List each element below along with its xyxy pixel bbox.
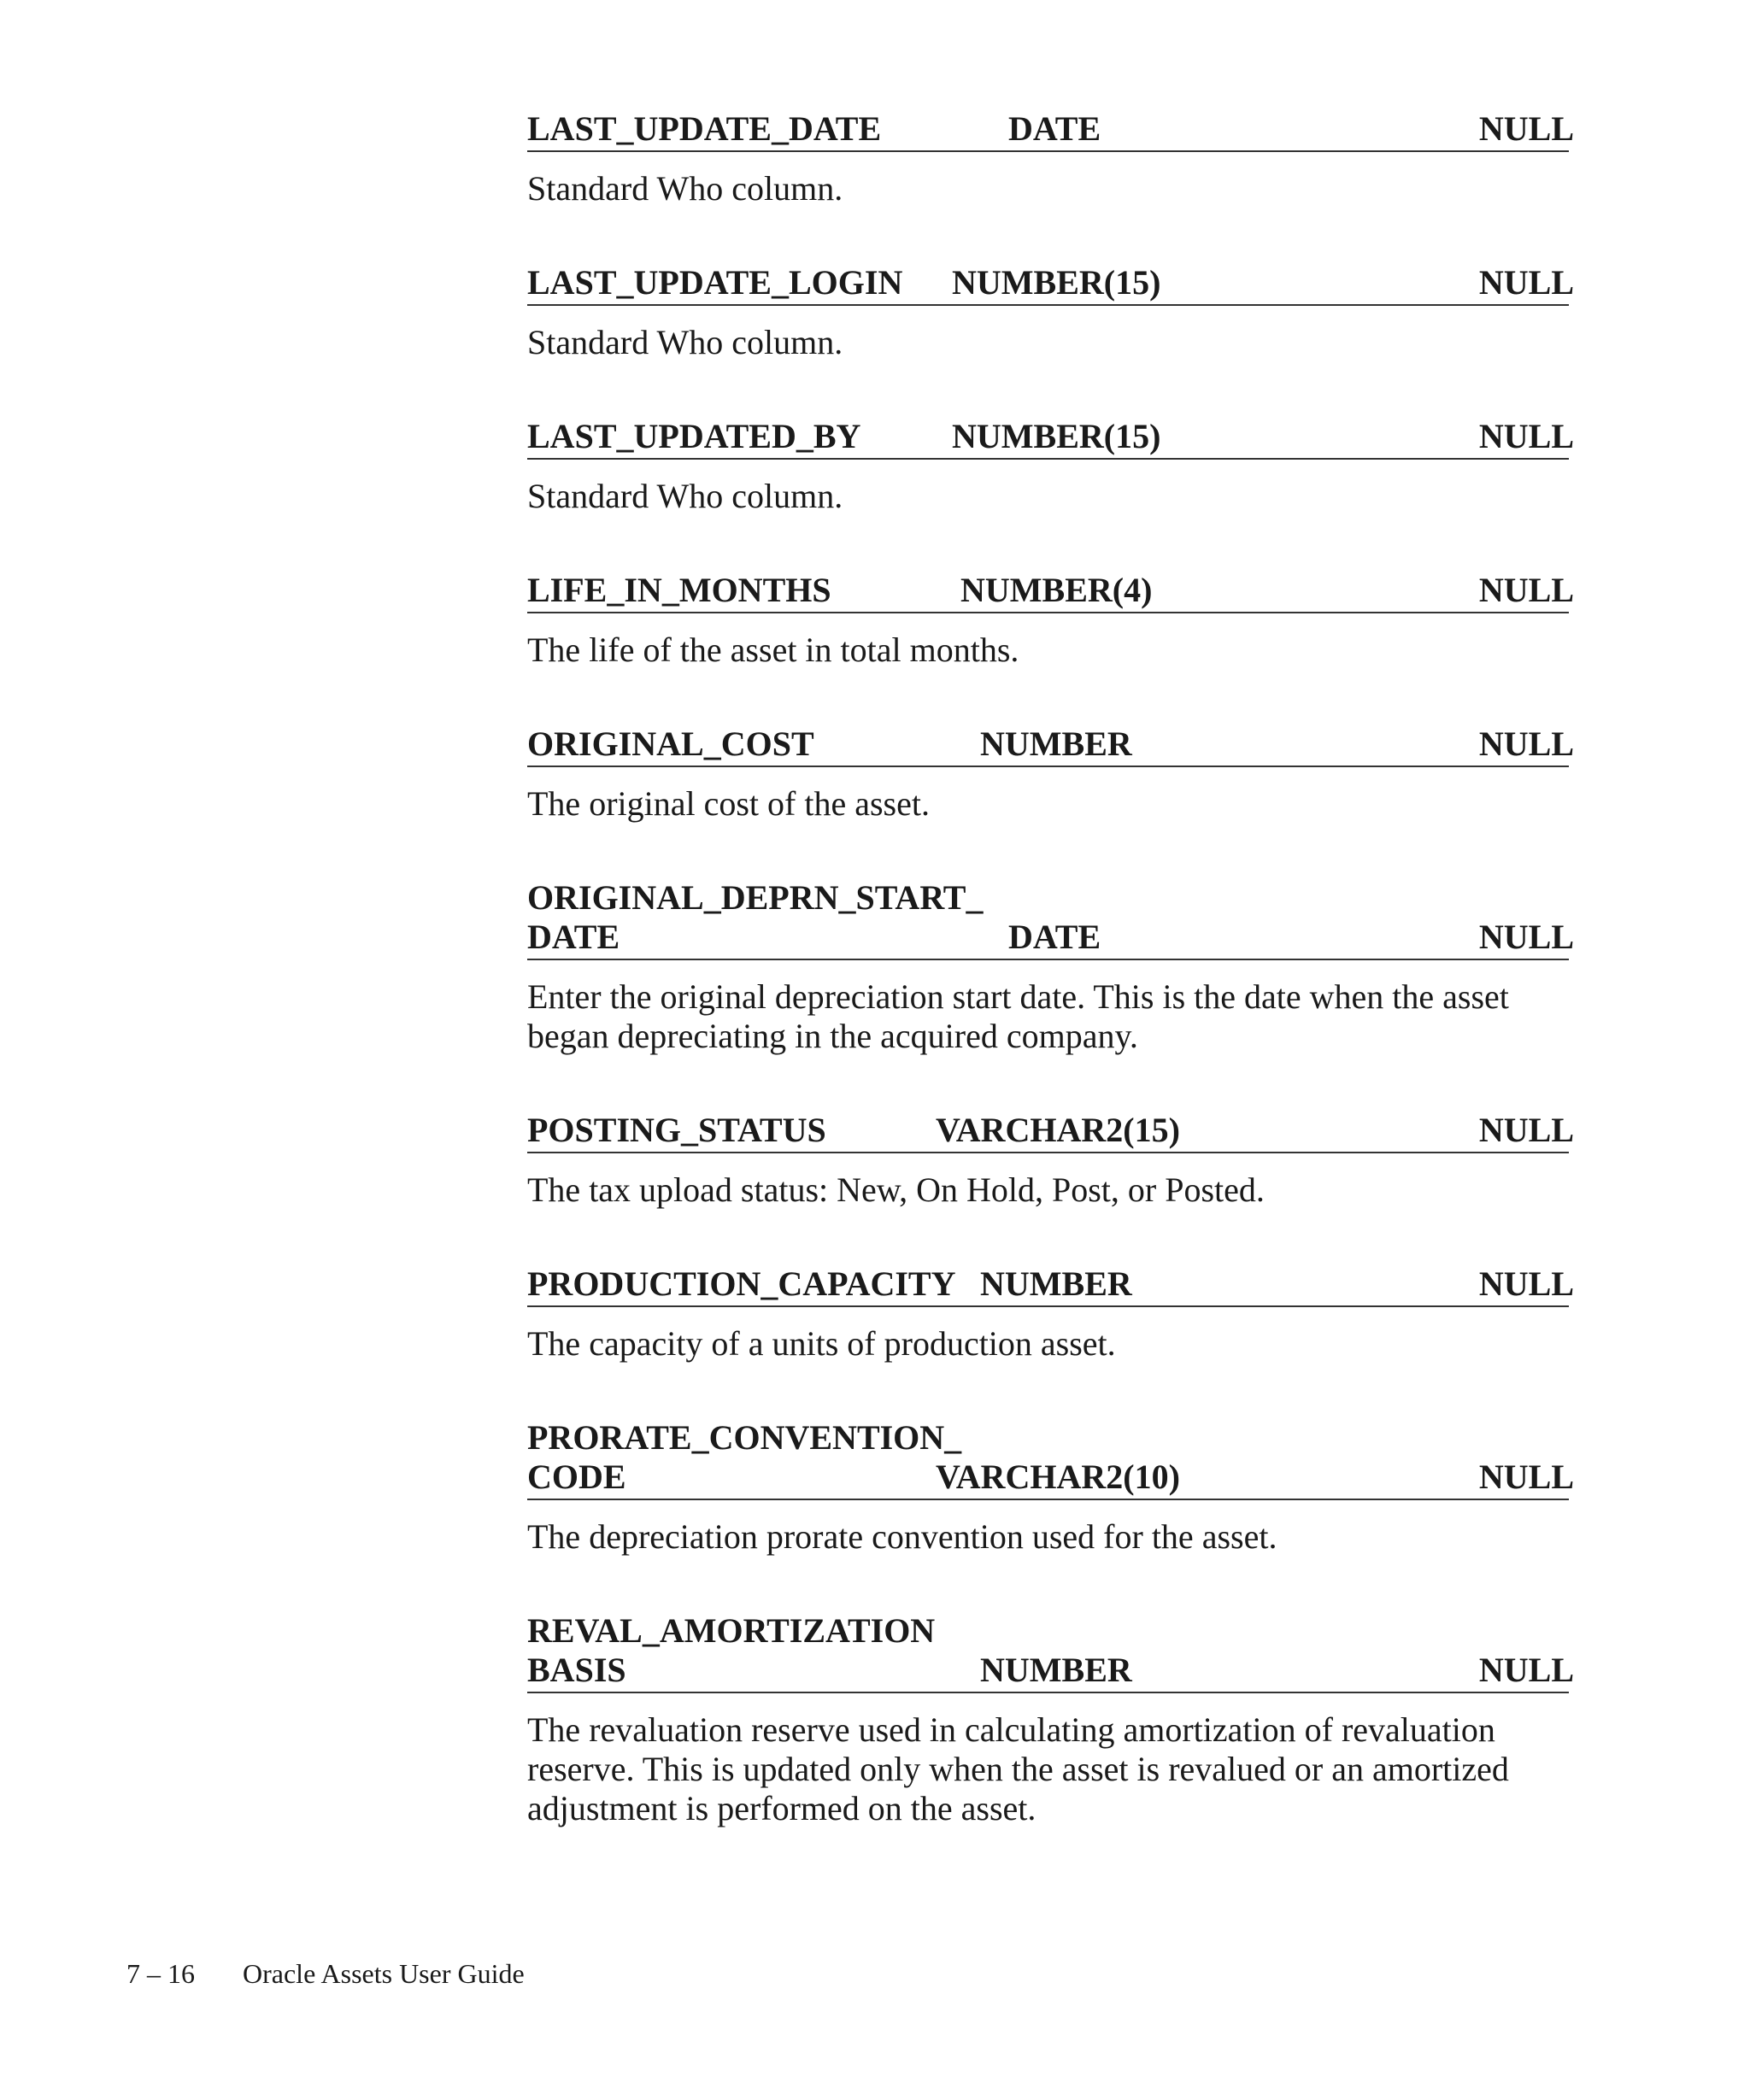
column-header-row [527, 1611, 1574, 1693]
column-header-row [527, 417, 1574, 460]
column-type: NUMBER(4) [960, 571, 1153, 609]
column-header-row [527, 1111, 1574, 1153]
column-header-row [527, 109, 1574, 152]
column-header-row [527, 571, 1574, 613]
column-description: The life of the asset in total months. [527, 631, 1019, 669]
column-header-row [527, 878, 1574, 960]
column-header-row [527, 1264, 1574, 1307]
column-type: NUMBER(15) [952, 417, 1161, 455]
column-nullability: NULL [1478, 918, 1574, 956]
column-nullability: NULL [1478, 263, 1574, 302]
column-type: DATE [1008, 918, 1101, 956]
column-nullability: NULL [1478, 109, 1574, 148]
column-name: LAST_UPDATED_BY [527, 417, 861, 455]
column-type: NUMBER(15) [952, 263, 1161, 302]
column-description: The capacity of a units of production asset. [527, 1324, 1116, 1363]
column-header-row [527, 1418, 1574, 1500]
column-type: VARCHAR2(10) [936, 1458, 1180, 1496]
column-entry [527, 263, 1574, 362]
column-nullability: NULL [1478, 417, 1574, 455]
column-entry [527, 1418, 1574, 1557]
column-entry [527, 1264, 1574, 1364]
column-name: PRORATE_CONVENTION_ CODE [527, 1418, 962, 1496]
book-title: Oracle Assets User Guide [243, 1958, 525, 1989]
column-entry [527, 1111, 1574, 1210]
column-name: LAST_UPDATE_DATE [527, 109, 882, 148]
column-description: The original cost of the asset. [527, 784, 930, 823]
column-nullability: NULL [1478, 1651, 1574, 1689]
column-entry [527, 1611, 1574, 1828]
column-type: NUMBER [980, 1651, 1132, 1689]
column-type: VARCHAR2(15) [936, 1111, 1180, 1149]
column-description: The depreciation prorate convention used for the asset. [527, 1517, 1277, 1556]
column-nullability: NULL [1478, 571, 1574, 609]
column-name: PRODUCTION_CAPACITY [527, 1264, 956, 1303]
column-entry [527, 724, 1574, 824]
page-footer [126, 1956, 525, 1991]
column-description: The tax upload status: New, On Hold, Post, or Posted. [527, 1170, 1265, 1209]
column-entry [527, 417, 1574, 516]
column-description: The revaluation reserve used in calculating amortization of revaluation reserve. This is updated only when the asset is revalued or an amortized adjustment is performed on the asset. [527, 1710, 1509, 1827]
column-type: NUMBER [980, 724, 1132, 763]
column-name: LAST_UPDATE_LOGIN [527, 263, 903, 302]
column-description: Standard Who column. [527, 323, 843, 361]
column-type: NUMBER [980, 1264, 1132, 1303]
column-entry [527, 878, 1574, 1056]
column-name: POSTING_STATUS [527, 1111, 826, 1149]
column-nullability: NULL [1478, 1264, 1574, 1303]
column-header-row [527, 263, 1574, 306]
column-entry [527, 109, 1574, 208]
column-description: Standard Who column. [527, 477, 843, 515]
column-nullability: NULL [1478, 1458, 1574, 1496]
column-name: ORIGINAL_DEPRN_START_ DATE [527, 878, 984, 956]
column-name: REVAL_AMORTIZATION BASIS [527, 1611, 936, 1689]
column-nullability: NULL [1478, 1111, 1574, 1149]
column-nullability: NULL [1478, 724, 1574, 763]
column-type: DATE [1008, 109, 1101, 148]
column-header-row [527, 724, 1574, 767]
page-number: 7 – 16 [126, 1958, 195, 1989]
column-entry [527, 571, 1574, 670]
column-definitions [527, 109, 1574, 1883]
column-description: Enter the original depreciation start date. This is the date when the asset began depreciating in the acquired company. [527, 977, 1509, 1055]
column-name: LIFE_IN_MONTHS [527, 571, 831, 609]
column-description: Standard Who column. [527, 169, 843, 208]
column-name: ORIGINAL_COST [527, 724, 814, 763]
